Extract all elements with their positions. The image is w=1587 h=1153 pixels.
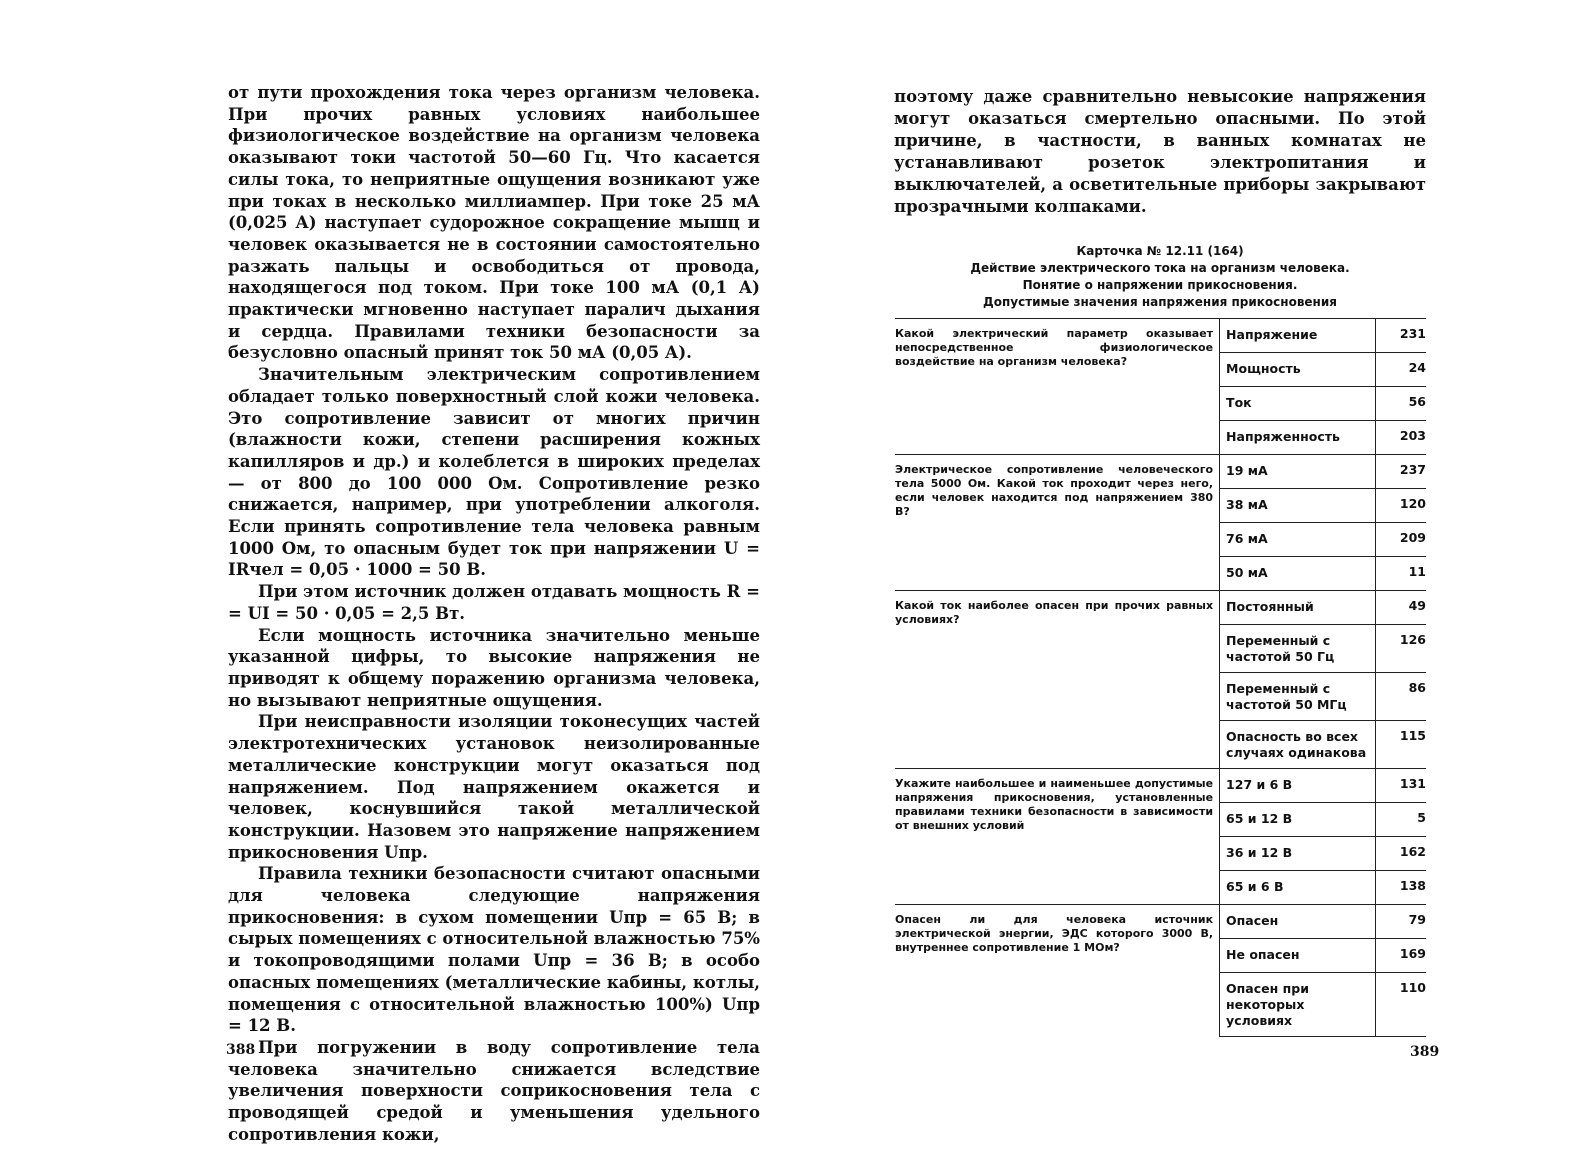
paragraph: от пути прохождения тока через организм человека. При прочих равных условиях наибольшее физиологическое воздействие на организм человека оказывают токи частотой 50—60 Гц. Что касается силы тока, то неприятные ощущения возникают уже при токах в несколько миллиампер. При токе 25 мА (0,025 А) наступает судорожное сокращение мышц и человек оказывается не в состоянии самостоятельно разжать пальцы и освободиться от провода, находящегося под током. При токе 100 мА (0,1 А) практически мгновенно наступает паралич дыхания и сердца. Правилами техники безопасности за безусловно опасный принят ток 50 мА (0,05 А). [228,83,760,363]
answer-cell: Напряженность [1220,421,1376,455]
paragraph: поэтому даже сравнительно невысокие напряжения могут оказаться смертельно опасными. По этой причине, в частности, в ванных комнатах не устанавливают розеток электропитания и выключателей, а осветительные приборы закрывают прозрачными колпаками. [894,87,1426,216]
answer-cell: Не опасен [1220,939,1376,973]
answer-cell: 65 и 6 В [1220,871,1376,905]
answer-code-cell: 56 [1376,387,1426,421]
table-row [895,769,1426,803]
answer-cell: 36 и 12 В [1220,837,1376,871]
answer-cell: 76 мА [1220,523,1376,557]
question-cell: Какой ток наиболее опасен при прочих равных условиях? [895,591,1220,769]
answer-cell: Постоянный [1220,591,1376,625]
question-cell: Укажите наибольшее и наименьшее допустимые напряжения прикосновения, установленные правилами техники безопасности в зависимости от внешних условий [895,769,1220,905]
card-title: Карточка № 12.11 (164) [1076,244,1244,258]
answer-code-cell: 120 [1376,489,1426,523]
paragraph: При неисправности изоляции токонесущих частей электротехнических установок неизолированные металлические конструкции могут оказаться под напряжением. Под напряжением окажется и человек, коснувшийся такой металлической конструкции. Назовем это напряжение напряжением прикосновения Uпр. [228,712,760,862]
answer-code-cell: 126 [1376,625,1426,673]
answer-code-cell: 79 [1376,905,1426,939]
answer-cell: Опасен [1220,905,1376,939]
answer-cell: Переменный с частотой 50 Гц [1220,625,1376,673]
card-subtitle: Действие электрического тока на организм человека. [970,261,1350,275]
answer-code-cell: 138 [1376,871,1426,905]
page-number: 388 [226,1042,256,1058]
answer-code-cell: 49 [1376,591,1426,625]
answer-code-cell: 110 [1376,973,1426,1037]
paragraph: Правила техники безопасности считают опасными для человека следующие напряжения прикосновения: в сухом помещении Uпр = 65 В; в сырых помещениях с относительной влажностью 75% и токопроводящими полами Uпр = 36 В; в особо опасных помещениях (металлические кабины, котлы, помещения с относительной влажностью 100%) Uпр = 12 В. [228,864,760,1036]
answer-cell: 50 мА [1220,557,1376,591]
paragraph: Если мощность источника значительно меньше указанной цифры, то высокие напряжения не приводят к общему поражению организма человека, но вызывают неприятные ощущения. [228,625,760,710]
answer-code-cell: 231 [1376,319,1426,353]
left-body-text [228,82,760,1145]
answer-code-cell: 24 [1376,353,1426,387]
answer-cell: Опасность во всех случаях одинакова [1220,721,1376,769]
table-row [895,591,1426,625]
answer-cell: 65 и 12 В [1220,803,1376,837]
card-heading [890,243,1430,311]
table-row [895,905,1426,939]
answer-cell: 19 мА [1220,455,1376,489]
right-intro-text [894,86,1426,218]
card-subtitle: Допустимые значения напряжения прикосновения [983,295,1337,309]
answer-code-cell: 115 [1376,721,1426,769]
table-row [895,455,1426,489]
question-card-table [895,318,1426,1037]
card-subtitle: Понятие о напряжении прикосновения. [1022,278,1298,292]
answer-cell: Переменный с частотой 50 МГц [1220,673,1376,721]
table-row [895,319,1426,353]
paragraph: При этом источник должен отдавать мощность R = = UI = 50 · 0,05 = 2,5 Вт. [228,582,760,623]
answer-cell: Мощность [1220,353,1376,387]
answer-code-cell: 203 [1376,421,1426,455]
answer-cell: Ток [1220,387,1376,421]
question-cell: Электрическое сопротивление человеческого тела 5000 Ом. Какой ток проходит через него, если человек находится под напряжением 380 В? [895,455,1220,591]
answer-cell: 127 и 6 В [1220,769,1376,803]
answer-cell: 38 мА [1220,489,1376,523]
answer-code-cell: 86 [1376,673,1426,721]
paragraph: При погружении в воду сопротивление тела человека значительно снижается вследствие увеличения поверхности соприкосновения тела с проводящей средой и уменьшения удельного сопротивления кожи, [228,1037,760,1144]
answer-code-cell: 237 [1376,455,1426,489]
answer-code-cell: 5 [1376,803,1426,837]
answer-cell: Опасен при некоторых условиях [1220,973,1376,1037]
right-page [790,0,1587,1153]
page-number: 389 [1410,1044,1440,1060]
answer-code-cell: 11 [1376,557,1426,591]
left-page [0,0,790,1153]
answer-code-cell: 169 [1376,939,1426,973]
paragraph: Значительным электрическим сопротивлением обладает только поверхностный слой кожи человека. Это сопротивление зависит от многих причин (влажности кожи, степени расширения кожных капилляров и др.) и колеблется в широких пределах — от 800 до 100 000 Ом. Сопротивление резко снижается, например, при употреблении алкоголя. Если принять сопротивление тела человека равным 1000 Ом, то опасным будет ток при напряжении U = IRчел = 0,05 · 1000 = 50 В. [228,365,760,580]
answer-code-cell: 162 [1376,837,1426,871]
answer-code-cell: 131 [1376,769,1426,803]
answer-cell: Напряжение [1220,319,1376,353]
question-cell: Какой электрический параметр оказывает непосредственное физиологическое воздействие на организм человека? [895,319,1220,455]
answer-code-cell: 209 [1376,523,1426,557]
question-cell: Опасен ли для человека источник электрической энергии, ЭДС которого 3000 В, внутреннее сопротивление 1 МОм? [895,905,1220,1037]
